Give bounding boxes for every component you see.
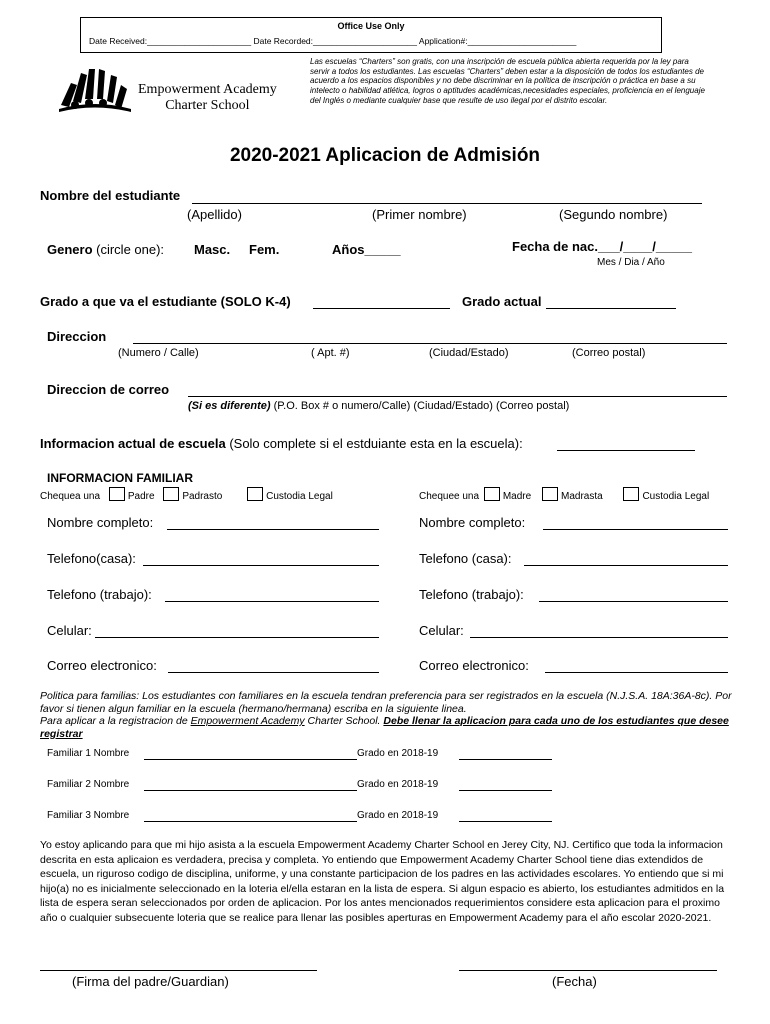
sibling-1-grade-label: Grado en 2018-19 [357, 748, 439, 759]
current-grade-field[interactable] [546, 308, 676, 309]
office-use-fields: Date Received:______________________ Date Recorded:______________________ Application#:_______________________ [89, 36, 577, 46]
grade-label: Grado a que va el estudiante (SOLO K-4) [40, 294, 291, 309]
left-full-name-field[interactable] [167, 529, 379, 530]
date-signature-field[interactable] [459, 970, 717, 971]
right-check-label: Chequee una [419, 491, 480, 502]
grade-field[interactable] [313, 308, 450, 309]
first-name-hint: (Primer nombre) [372, 207, 467, 222]
school-info-label: Informacion actual de escuela [40, 436, 226, 451]
option-madrasta: Madrasta [560, 491, 603, 502]
address-label: Direccion [47, 329, 107, 344]
left-full-name-label: Nombre completo: [47, 515, 154, 530]
checkbox-custodia-left[interactable] [247, 487, 263, 501]
checkbox-madre[interactable] [484, 487, 500, 501]
office-use-title: Office Use Only [337, 21, 405, 31]
policy-requirement: Debe llenar la aplicacion para cada uno de los estudiantes que desee registrar [40, 715, 729, 740]
right-work-phone-label: Telefono (trabajo): [419, 587, 524, 602]
sibling-2-label: Familiar 2 Nombre [47, 779, 130, 790]
school-name-line1: Empowerment Academy [138, 82, 277, 97]
sibling-3-label: Familiar 3 Nombre [47, 810, 130, 821]
address-street-hint: (Numero / Calle) [118, 347, 199, 359]
address-field[interactable] [133, 343, 727, 344]
sibling-1-grade-field[interactable] [459, 759, 552, 760]
address-apt-hint: ( Apt. #) [311, 347, 350, 359]
checkbox-padre[interactable] [109, 487, 125, 501]
current-grade-label: Grado actual [462, 294, 542, 309]
sibling-3-grade-label: Grado en 2018-19 [357, 810, 439, 821]
date-signature-label: (Fecha) [552, 974, 597, 989]
school-name [138, 82, 277, 114]
address-city-hint: (Ciudad/Estado) [429, 347, 509, 359]
family-policy [40, 690, 740, 740]
gender-label: Genero [47, 242, 93, 257]
mailing-if-different: (Si es diferente) [188, 400, 271, 412]
gender-hint: (circle one): [96, 242, 165, 257]
mailing-address-subfields: (P.O. Box # o numero/Calle) (Ciudad/Estado) (Correo postal) [273, 400, 570, 412]
family-info-heading: INFORMACION FAMILIAR [47, 471, 193, 485]
office-use-box [80, 17, 662, 53]
left-home-phone-label: Telefono(casa): [47, 551, 136, 566]
right-email-field[interactable] [545, 672, 728, 673]
mailing-address-hint [188, 400, 569, 412]
checkbox-custodia-right[interactable] [623, 487, 639, 501]
left-parent-check-row [40, 487, 333, 502]
school-info-hint: (Solo complete si el estduiante esta en la escuela): [229, 436, 523, 451]
school-logo-icon [55, 65, 135, 113]
right-email-label: Correo electronico: [419, 658, 529, 673]
option-custodia-right: Custodia Legal [642, 491, 710, 502]
sibling-3-name-field[interactable] [144, 821, 357, 822]
left-email-field[interactable] [168, 672, 379, 673]
right-parent-check-row [419, 487, 709, 502]
sibling-2-name-field[interactable] [144, 790, 357, 791]
school-name-line2: Charter School [165, 98, 250, 113]
left-work-phone-field[interactable] [165, 601, 379, 602]
school-info-field[interactable] [557, 450, 695, 451]
age-field[interactable]: Años_____ [332, 242, 401, 257]
policy-apply-text: Para aplicar a la registracion de Empowerment Academy Charter School. Debe llenar la aplicacion para cada uno de los estudiantes que desee registrar [40, 715, 729, 740]
address-zip-hint: (Correo postal) [572, 347, 646, 359]
sibling-2-grade-label: Grado en 2018-19 [357, 779, 439, 790]
left-check-label: Chequea una [40, 491, 101, 502]
student-name-field[interactable] [192, 203, 702, 204]
charter-notice: Las escuelas “Charters” son gratis, con una inscripción de escuela pública abierta requerida por la ley para servir a todos los estudiantes. Las escuelas “Charters” deben estar a la disposición de todos los estudiantes de acuerdo a los espacios disponibles y no debe discriminar en la política de inscripción o práctica en base a su intelecto o habilidad atlética, logros o aptitudes académicas,necesidades especiales, proficiencia en el lenguaje del Inglés o mediante cualquier base que resulte de uso ilegal por el distrito escolar. [310, 57, 705, 105]
left-cell-label: Celular: [47, 623, 92, 638]
right-home-phone-label: Telefono (casa): [419, 551, 512, 566]
parent-declaration: Yo estoy aplicando para que mi hijo asista a la escuela Empowerment Academy Charter School en Jerey City, NJ. Certifico que toda la informacion descrita en esta aplicaion es verdadera, precisa y completa. Yo entiendo que Empowerment Academy Charter School tiene dias extendidos de escuela, un riguroso codigo de disciplina, uniforme, y una constante participacion de los padres en las actividades escolares. Yo entiendo que si mi hijo(a) no es inicialmente seleccionado en la loteria el/ella estaran en la lista de espera. Si algun espacio es abierto, los estudiantes admitidos en la lista de espera seran seleccionados por orden de aplicacion. Por los antes mencionados requerimientos considere esta aplicacion para el proximo año o cualquier subsecuente loteria que se realice para llenar las posibles aperturas en Empowerment Academy para el año escolar 2020-2021. [40, 839, 725, 924]
right-cell-field[interactable] [470, 637, 728, 638]
option-padre: Padre [127, 491, 155, 502]
dob-field[interactable]: Fecha de nac.___/____/_____ [512, 239, 692, 254]
policy-text: Politica para familias: Los estudiantes con familiares en la escuela tendran preferencia para ser registrados en la escuela (N.J.S.A. 18A:36A-8c). Por favor si tienen algun familiar en la escuela (hermano/hermana) escriba en la siguiente linea. [40, 690, 732, 715]
gender-male-option[interactable]: Masc. [194, 242, 231, 257]
gender-row [47, 242, 164, 257]
sibling-1-name-field[interactable] [144, 759, 357, 760]
middle-name-hint: (Segundo nombre) [559, 207, 668, 222]
sibling-2-grade-field[interactable] [459, 790, 552, 791]
left-work-phone-label: Telefono (trabajo): [47, 587, 152, 602]
mailing-address-label: Direccion de correo [47, 382, 170, 397]
option-custodia-left: Custodia Legal [266, 491, 333, 502]
option-padrasto: Padrasto [182, 491, 223, 502]
dob-hint: Mes / Dia / Año [597, 257, 665, 268]
right-full-name-field[interactable] [543, 529, 728, 530]
last-name-hint: (Apellido) [187, 207, 242, 222]
form-title: 2020-2021 Aplicacion de Admisión [229, 145, 541, 166]
left-cell-field[interactable] [95, 637, 379, 638]
right-cell-label: Celular: [419, 623, 464, 638]
sibling-3-grade-field[interactable] [459, 821, 552, 822]
parent-signature-field[interactable] [40, 970, 317, 971]
right-work-phone-field[interactable] [539, 601, 728, 602]
sibling-1-label: Familiar 1 Nombre [47, 748, 130, 759]
left-home-phone-field[interactable] [143, 565, 379, 566]
right-home-phone-field[interactable] [524, 565, 728, 566]
left-email-label: Correo electronico: [47, 658, 157, 673]
option-madre: Madre [502, 491, 532, 502]
gender-female-option[interactable]: Fem. [249, 242, 280, 257]
right-full-name-label: Nombre completo: [419, 515, 526, 530]
checkbox-madrasta[interactable] [542, 487, 558, 501]
student-name-label: Nombre del estudiante [40, 188, 181, 203]
parent-signature-label: (Firma del padre/Guardian) [72, 974, 229, 989]
policy-school-name: Empowerment Academy [190, 715, 305, 727]
school-info-row [40, 436, 523, 451]
mailing-address-field[interactable] [188, 396, 727, 397]
checkbox-padrasto[interactable] [163, 487, 179, 501]
